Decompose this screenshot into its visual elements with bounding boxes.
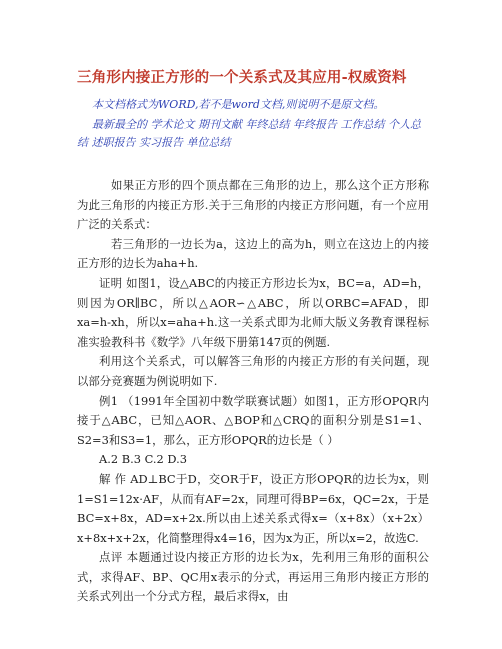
article-body <box>77 176 429 607</box>
paragraph-comment: 点评 本题通过设内接正方形的边长为x，先利用三角形的面积公式，求得AF、BP、QC用x表示的分式，再运用三角形内接正方形的关系式列出一个分式方程，最后求得x，由 <box>77 550 429 604</box>
format-notice: 本文档格式为WORD,若不是word文档,则说明不是原文档。 <box>92 98 385 111</box>
paragraph-statement: 若三角形的一边长为a，这边上的高为h，则立在这边上的内接正方形的边长为aha+h. <box>77 236 429 271</box>
category-notice-continued: 结 述职报告 实习报告 单位总结 <box>77 136 231 149</box>
paragraph-example-1: 例1 （1991年全国初中数学联赛试题）如图1，正方形OPQR内接于△ABC，已知△AOR、△BOP和△CRQ的面积分别是S1=1、S2=3和S3=1，那么，正方形OPQR的边长是（ ） <box>77 393 429 447</box>
paragraph-application: 利用这个关系式，可以解答三角形的内接正方形的有关问题，现以部分竞赛题为例说明如下. <box>77 354 429 388</box>
paragraph-intro: 如果正方形的四个顶点都在三角形的边上，那么这个正方形称为此三角形的内接正方形.关于三角形的内接正方形问题，有一个应用广泛的关系式： <box>77 178 429 232</box>
category-notice: 最新最全的 学术论文 期刊文献 年终总结 年终报告 工作总结 个人总 <box>92 118 421 131</box>
paragraph-solution: 解 作 AD⊥BC于D，交OR于F，设正方形OPQR的边长为x，则1=S1=12x·AF，从而有AF=2x，同理可得BP=6x，QC=2x，于是BC=x+8x，AD=x+2x.所以由上述关系式得x=（x+8x）（x+2x）x+8x+x+2x，化简整理得x4=16，因为x为正，所以x=2，故选C. <box>77 471 429 545</box>
paragraph-choices: A.2 B.3 C.2 D.3 <box>99 452 187 467</box>
document-title: 三角形内接正方形的一个关系式及其应用-权威资料 <box>77 69 407 86</box>
paragraph-proof: 证明 如图1，设△ABC的内接正方形边长为x，BC=a，AD=h，则因为OR∥BC，所以△AOR∽△ABC，所以ORBC=AFAD，即xa=h-xh，所以x=aha+h.这一关系式即为北师大版义务教育课程标准实验教科书《数学》八年级下册第147页的例题. <box>77 275 429 349</box>
